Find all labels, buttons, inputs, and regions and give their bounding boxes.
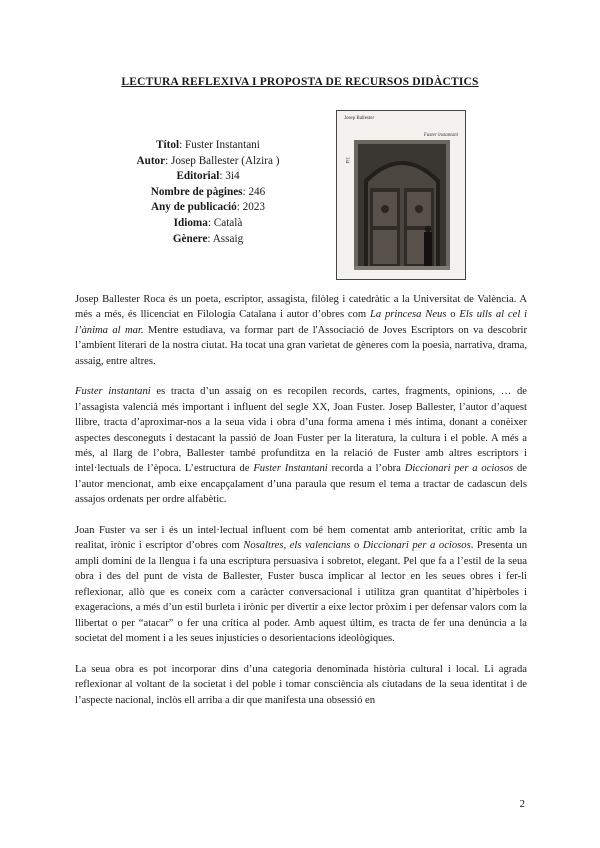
book-cover-image: [336, 110, 466, 280]
paragraph-4: La seua obra es pot incorporar dins d’una categoria denominada història cultural i local. Li agrada reflexionar al voltant de la societat i del poble i tomar consciència als ciutadans de la seua identitat i de l’aspecte nacional, inclòs ell arriba a dir que manifesta una obsessió en: [75, 663, 527, 706]
document-title: LECTURA REFLEXIVA I PROPOSTA DE RECURSOS DIDÀCTICS: [121, 76, 479, 88]
meta-genre: Gènere: Assaig: [172, 232, 244, 245]
meta-language: Idioma: Català: [173, 216, 243, 229]
meta-year: Any de publicació: 2023: [150, 201, 266, 214]
paragraph-2: Fuster instantani es tracta d’un assaig on es recopilen records, cartes, fragments, opinions, … de l’assagista valencià més important i influent del segle XX, Joan Fuster. Josep Ballester, l’autor d’aquest llibre, tracta d’aproximar-nos a la seua vida i obra d’una forma amena i més íntima, donant a conèixer aspectes desconeguts i destacant la passió de Joan Fuster per la literatura, la cultura i el poble. A més a més, al llarg de l’obra, Ballester també profunditza en la relació de Fuster amb altres escriptors i intel·lectuals de l’època. L’estructura de Fuster Instantani recorda a l’obra Diccionari per a ociosos de l’autor mencionat, amb eixe encapçalament d’una paraula que resum el tema a tractar de cadascun dels assajos ordenats per ordre alfabètic.: [75, 386, 528, 506]
paragraph-1: Josep Ballester Roca és un poeta, escriptor, assagista, filòleg i catedràtic a la Universitat de València. A més a més, és llicenciat en Filologia Catalana i autor d’obres com La princesa Neus o Els ulls al cel i l’ànima al mar. Mentre estudiava, va formar part de l'Associació de Joves Escriptors on va descobrir l’ambient literari de la nostra ciutat. Ha tocat una gran varietat de gèneres com la poesia, narrativa, drama, assaig, entre altres.: [75, 294, 528, 367]
cover-title: Fuster instantani: [423, 133, 458, 138]
page-number: 2: [519, 798, 525, 810]
book-metadata: [108, 138, 308, 247]
cover-publisher: 3i4: [344, 157, 349, 164]
meta-publisher: Editorial: 3i4: [176, 170, 240, 183]
body-text: [75, 292, 527, 723]
cover-author: Josep Ballester: [344, 116, 375, 121]
meta-title: Títol: Fuster Instantani: [156, 139, 260, 151]
door-photo: [354, 140, 450, 270]
paragraph-3: Joan Fuster va ser i és un intel·lectual influent com bé hem comentat amb anterioritat, crític amb la realitat, irònic i escriptor d’obres com Nosaltres, els valencians o Diccionari per a ociosos. Presenta un ampli domini de la llengua i fa una escriptura persuasiva i sobretot, elegant. Pel que fa a l’estil de la seua obra i des del punt de vista de Ballester, Fuster busca implicar al lector en les seues obres i fer-li reflexionar, allò que es coneix com a caràcter conversacional i utilitza gran quantitat d’hipèrboles i exageracions, a més d’un estil burleta i irònic per divertir a eixe lector pròxim i per defensar valors com la llibertat o per “atacar” o fer una crítica al poder. Amb aquest últim, es tracta de fer una denúncia a la societat del moment i a les seues injustícies o desorientacions ideològiques.: [75, 525, 527, 644]
meta-pages: Nombre de pàgines: 246: [150, 185, 266, 198]
meta-author: Autor: Josep Ballester (Alzira ): [136, 154, 280, 167]
